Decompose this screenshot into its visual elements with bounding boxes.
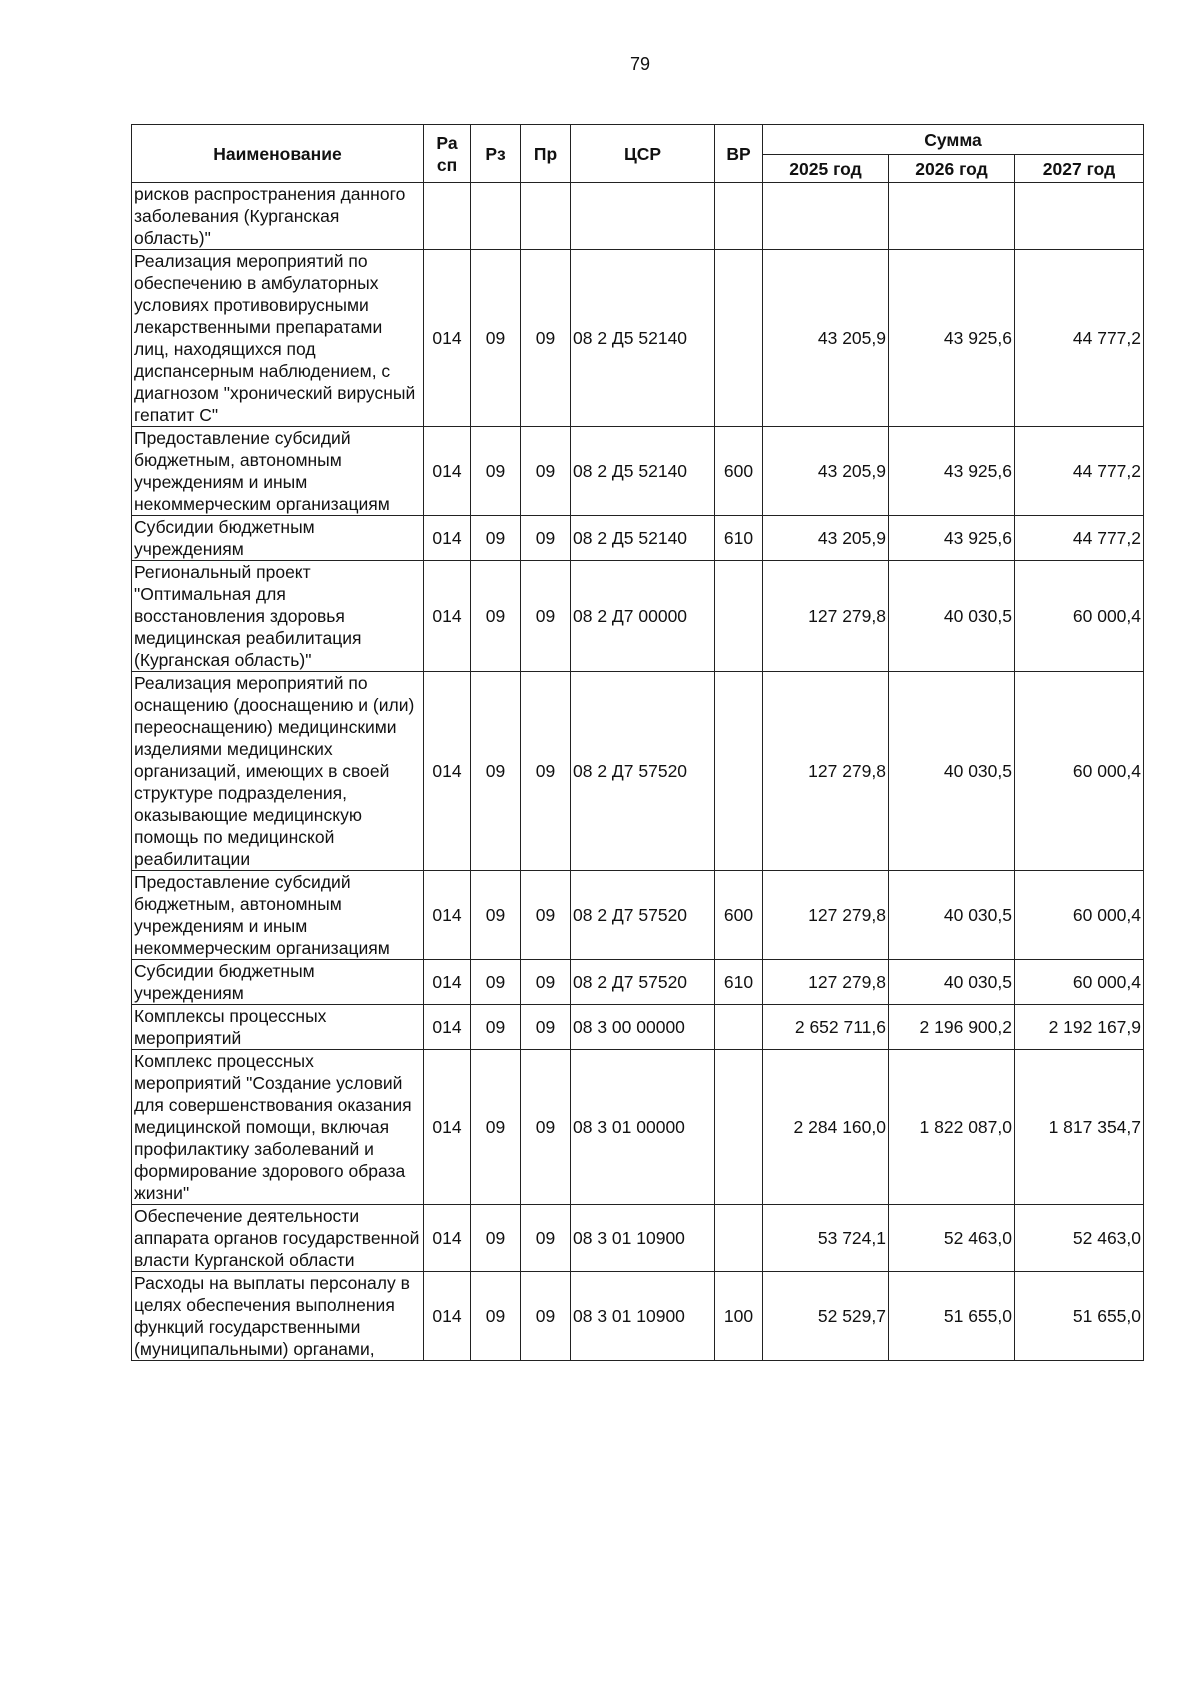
cell-2026: 1 822 087,0	[889, 1050, 1015, 1205]
cell-vr: 610	[715, 516, 763, 561]
cell-rasp: 014	[424, 250, 471, 427]
cell-2026: 40 030,5	[889, 960, 1015, 1005]
table-row	[132, 1005, 1144, 1050]
header-rz: Рз	[471, 125, 521, 183]
cell-rasp: 014	[424, 960, 471, 1005]
cell-pr: 09	[521, 427, 571, 516]
cell-csr: 08 2 Д5 52140	[571, 427, 715, 516]
cell-name: Субсидии бюджетным учреждениям	[132, 960, 424, 1005]
cell-pr: 09	[521, 1272, 571, 1361]
budget-table	[131, 124, 1144, 1361]
cell-2027: 60 000,4	[1015, 960, 1144, 1005]
cell-rasp: 014	[424, 672, 471, 871]
cell-2025: 53 724,1	[763, 1205, 889, 1272]
cell-rz: 09	[471, 1005, 521, 1050]
cell-csr: 08 2 Д5 52140	[571, 516, 715, 561]
cell-csr: 08 3 01 00000	[571, 1050, 715, 1205]
cell-2026: 40 030,5	[889, 672, 1015, 871]
cell-2027: 44 777,2	[1015, 516, 1144, 561]
cell-pr: 09	[521, 250, 571, 427]
cell-csr: 08 2 Д5 52140	[571, 250, 715, 427]
cell-2027: 52 463,0	[1015, 1205, 1144, 1272]
table-row	[132, 960, 1144, 1005]
table-row	[132, 871, 1144, 960]
cell-pr: 09	[521, 871, 571, 960]
cell-2026: 40 030,5	[889, 871, 1015, 960]
cell-2027	[1015, 183, 1144, 250]
table-row	[132, 250, 1144, 427]
table-row	[132, 561, 1144, 672]
cell-rz: 09	[471, 561, 521, 672]
header-rasp	[424, 125, 471, 183]
cell-name: Предоставление субсидий бюджетным, автономным учреждениям и иным некоммерческим организациям	[132, 871, 424, 960]
cell-name: рисков распространения данного заболевания (Курганская область)"	[132, 183, 424, 250]
header-pr: Пр	[521, 125, 571, 183]
cell-vr: 610	[715, 960, 763, 1005]
header-rasp-line2: сп	[436, 154, 458, 175]
cell-rz: 09	[471, 1050, 521, 1205]
cell-vr	[715, 1205, 763, 1272]
cell-rasp: 014	[424, 1205, 471, 1272]
cell-rasp: 014	[424, 1005, 471, 1050]
cell-pr: 09	[521, 1005, 571, 1050]
cell-csr: 08 2 Д7 57520	[571, 960, 715, 1005]
cell-vr	[715, 183, 763, 250]
cell-pr: 09	[521, 672, 571, 871]
cell-vr: 100	[715, 1272, 763, 1361]
cell-rasp: 014	[424, 1272, 471, 1361]
table-row	[132, 1205, 1144, 1272]
page-number: 79	[629, 54, 651, 74]
cell-csr	[571, 183, 715, 250]
cell-name: Региональный проект "Оптимальная для восстановления здоровья медицинская реабилитация (Курганская область)"	[132, 561, 424, 672]
cell-vr: 600	[715, 871, 763, 960]
table-row	[132, 672, 1144, 871]
table-row	[132, 1272, 1144, 1361]
cell-2027: 51 655,0	[1015, 1272, 1144, 1361]
cell-2027: 44 777,2	[1015, 250, 1144, 427]
header-vr: ВР	[715, 125, 763, 183]
cell-2026: 43 925,6	[889, 427, 1015, 516]
cell-2025: 43 205,9	[763, 427, 889, 516]
cell-csr: 08 3 01 10900	[571, 1205, 715, 1272]
cell-csr: 08 3 00 00000	[571, 1005, 715, 1050]
cell-rasp: 014	[424, 427, 471, 516]
cell-name: Субсидии бюджетным учреждениям	[132, 516, 424, 561]
cell-csr: 08 2 Д7 57520	[571, 871, 715, 960]
cell-2026: 52 463,0	[889, 1205, 1015, 1272]
cell-name: Обеспечение деятельности аппарата органов государственной власти Курганской области	[132, 1205, 424, 1272]
cell-pr	[521, 183, 571, 250]
header-csr: ЦСР	[571, 125, 715, 183]
cell-rz	[471, 183, 521, 250]
cell-name: Реализация мероприятий по оснащению (дооснащению и (или) переоснащению) медицинскими изделиями медицинских организаций, имеющих в своей структуре подразделения, оказывающие медицинскую помощь по медицинской реабилитации	[132, 672, 424, 871]
cell-name: Расходы на выплаты персоналу в целях обеспечения выполнения функций государственными (муниципальными) органами,	[132, 1272, 424, 1361]
cell-name: Комплексы процессных мероприятий	[132, 1005, 424, 1050]
cell-rz: 09	[471, 250, 521, 427]
cell-2025: 2 652 711,6	[763, 1005, 889, 1050]
cell-rz: 09	[471, 427, 521, 516]
cell-2026: 40 030,5	[889, 561, 1015, 672]
table-row	[132, 1050, 1144, 1205]
table-row	[132, 427, 1144, 516]
cell-2027: 60 000,4	[1015, 561, 1144, 672]
header-sum: Сумма	[763, 125, 1144, 155]
table-row	[132, 183, 1144, 250]
cell-2025	[763, 183, 889, 250]
cell-rz: 09	[471, 1205, 521, 1272]
cell-csr: 08 2 Д7 00000	[571, 561, 715, 672]
cell-2026: 51 655,0	[889, 1272, 1015, 1361]
cell-2027: 60 000,4	[1015, 672, 1144, 871]
cell-vr: 600	[715, 427, 763, 516]
cell-2025: 2 284 160,0	[763, 1050, 889, 1205]
cell-2027: 44 777,2	[1015, 427, 1144, 516]
cell-2025: 127 279,8	[763, 672, 889, 871]
cell-vr	[715, 672, 763, 871]
cell-pr: 09	[521, 516, 571, 561]
cell-2025: 43 205,9	[763, 516, 889, 561]
cell-rasp: 014	[424, 516, 471, 561]
cell-rasp: 014	[424, 561, 471, 672]
table-row	[132, 516, 1144, 561]
cell-pr: 09	[521, 1205, 571, 1272]
cell-pr: 09	[521, 1050, 571, 1205]
cell-vr	[715, 1005, 763, 1050]
cell-vr	[715, 561, 763, 672]
cell-2026: 43 925,6	[889, 250, 1015, 427]
cell-name: Комплекс процессных мероприятий "Создание условий для совершенствования оказания медицинской помощи, включая профилактику заболеваний и формирование здорового образа жизни"	[132, 1050, 424, 1205]
cell-rz: 09	[471, 871, 521, 960]
cell-rasp: 014	[424, 1050, 471, 1205]
header-year-2025: 2025 год	[763, 155, 889, 183]
cell-pr: 09	[521, 960, 571, 1005]
cell-rz: 09	[471, 672, 521, 871]
cell-2025: 127 279,8	[763, 871, 889, 960]
header-rasp-line1: Ра	[436, 132, 458, 153]
cell-2025: 43 205,9	[763, 250, 889, 427]
cell-2026: 2 196 900,2	[889, 1005, 1015, 1050]
cell-name: Реализация мероприятий по обеспечению в амбулаторных условиях противовирусными лекарственными препаратами лиц, находящихся под диспансерным наблюдением, с диагнозом "хронический вирусный гепатит С"	[132, 250, 424, 427]
cell-pr: 09	[521, 561, 571, 672]
cell-csr: 08 3 01 10900	[571, 1272, 715, 1361]
cell-2026	[889, 183, 1015, 250]
cell-vr	[715, 250, 763, 427]
cell-rasp: 014	[424, 871, 471, 960]
cell-2027: 60 000,4	[1015, 871, 1144, 960]
cell-rasp	[424, 183, 471, 250]
cell-2027: 1 817 354,7	[1015, 1050, 1144, 1205]
cell-2025: 127 279,8	[763, 561, 889, 672]
header-name: Наименование	[132, 125, 424, 183]
header-year-2026: 2026 год	[889, 155, 1015, 183]
cell-2025: 127 279,8	[763, 960, 889, 1005]
cell-2027: 2 192 167,9	[1015, 1005, 1144, 1050]
cell-rz: 09	[471, 516, 521, 561]
cell-name: Предоставление субсидий бюджетным, автономным учреждениям и иным некоммерческим организациям	[132, 427, 424, 516]
cell-vr	[715, 1050, 763, 1205]
cell-csr: 08 2 Д7 57520	[571, 672, 715, 871]
cell-rz: 09	[471, 1272, 521, 1361]
cell-2026: 43 925,6	[889, 516, 1015, 561]
cell-2025: 52 529,7	[763, 1272, 889, 1361]
header-year-2027: 2027 год	[1015, 155, 1144, 183]
cell-rz: 09	[471, 960, 521, 1005]
